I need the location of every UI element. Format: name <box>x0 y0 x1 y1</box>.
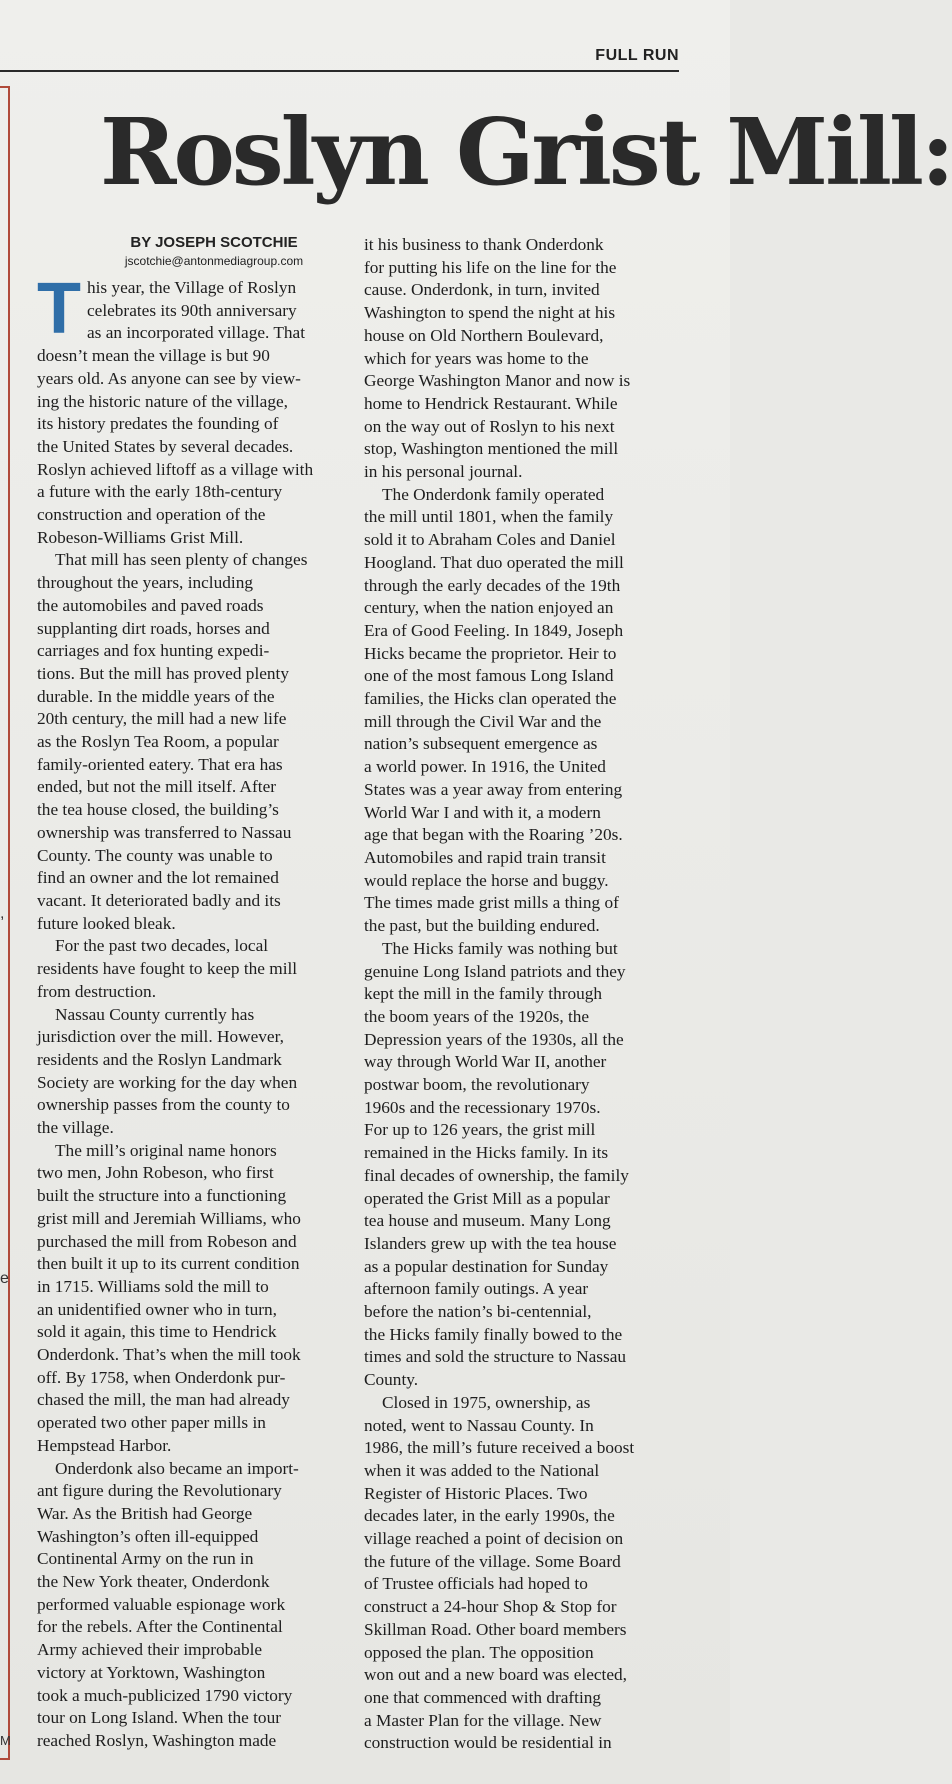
text-line: two men, John Robeson, who first <box>37 1163 274 1183</box>
text-line: its history predates the founding of <box>37 414 279 434</box>
text-line: Society are working for the day when <box>37 1072 298 1092</box>
paragraph <box>364 484 686 938</box>
text-line: the United States by several decades. <box>37 436 294 456</box>
text-line: families, the Hicks clan operated the <box>364 689 617 709</box>
text-line: The mill’s original name honors <box>55 1140 277 1160</box>
text-line: Onderdonk also became an import- <box>55 1458 299 1478</box>
adjacent-text-fragment: M <box>0 1733 11 1748</box>
text-line: ownership was transferred to Nassau <box>37 822 292 842</box>
text-line: 20th century, the mill had a new life <box>37 709 287 729</box>
text-line: residents have fought to keep the mill <box>37 959 298 979</box>
text-line: States was a year away from entering <box>364 779 623 799</box>
adjacent-text-fragment: , <box>0 905 5 922</box>
text-line: County. The county was unable to <box>37 845 273 865</box>
text-line: construct a 24-hour Shop & Stop for <box>364 1597 617 1617</box>
text-line: stop, Washington mentioned the mill <box>364 439 619 459</box>
text-line: through the early decades of the 19th <box>364 575 621 595</box>
paragraph <box>364 234 686 484</box>
text-line: before the nation’s bi-centennial, <box>364 1302 592 1322</box>
text-line: construction would be residential in <box>364 1733 612 1753</box>
text-line: throughout the years, including <box>37 573 253 593</box>
text-line: would replace the horse and buggy. <box>364 870 609 890</box>
text-line: in 1715. Williams sold the mill to <box>37 1276 269 1296</box>
author-email: jscotchie@antonmediagroup.com <box>124 254 304 268</box>
text-line: World War I and with it, a modern <box>364 802 601 822</box>
text-line: tions. But the mill has proved plenty <box>37 663 289 683</box>
text-line: nation’s subsequent emergence as <box>364 734 598 754</box>
paragraph <box>37 269 341 549</box>
text-line: Army achieved their improbable <box>37 1640 263 1660</box>
text-line: century, when the nation enjoyed an <box>364 598 614 618</box>
text-line: the tea house closed, the building’s <box>37 800 279 820</box>
text-line: Continental Army on the run in <box>37 1549 254 1569</box>
text-line: doesn’t mean the village is but 90 <box>37 346 270 366</box>
text-line: from destruction. <box>37 981 157 1001</box>
text-line: an unidentified owner who in turn, <box>37 1299 277 1319</box>
text-line: the Hicks family finally bowed to the <box>364 1324 623 1344</box>
paragraph <box>364 1392 686 1755</box>
paragraph <box>364 938 686 1392</box>
text-line: village reached a point of decision on <box>364 1529 624 1549</box>
article-column-right <box>364 234 686 1755</box>
text-line: For up to 126 years, the grist mill <box>364 1120 596 1140</box>
text-line: Islanders grew up with the tea house <box>364 1233 617 1253</box>
text-line: carriages and fox hunting expedi- <box>37 641 270 661</box>
text-line: the New York theater, Onderdonk <box>37 1572 270 1592</box>
section-label: FULL RUN <box>595 47 679 64</box>
text-line: the village. <box>37 1118 114 1138</box>
text-line: Era of Good Feeling. In 1849, Joseph <box>364 620 624 640</box>
text-line: mill through the Civil War and the <box>364 711 602 731</box>
text-line: way through World War II, another <box>364 1052 607 1072</box>
text-line: won out and a new board was elected, <box>364 1665 627 1685</box>
text-line: decades later, in the early 1990s, the <box>364 1506 615 1526</box>
text-line: the future of the village. Some Board <box>364 1551 621 1571</box>
text-line: in his personal journal. <box>364 462 523 482</box>
text-line: tour on Long Island. When the tour <box>37 1708 281 1728</box>
text-line: War. As the British had George <box>37 1503 253 1523</box>
text-line: then built it up to its current condition <box>37 1254 300 1274</box>
text-line: home to Hendrick Restaurant. While <box>364 393 618 413</box>
text-line: postwar boom, the revolutionary <box>364 1075 590 1095</box>
text-line: sold it again, this time to Hendrick <box>37 1322 277 1342</box>
text-line: The times made grist mills a thing of <box>364 893 619 913</box>
article-column-left <box>37 269 341 1753</box>
text-line: 1986, the mill’s future received a boost <box>364 1438 635 1458</box>
byline: BY JOSEPH SCOTCHIE <box>130 234 298 251</box>
text-line: Washington to spend the night at his <box>364 303 616 323</box>
text-line: took a much-publicized 1790 victory <box>37 1685 293 1705</box>
text-line: as the Roslyn Tea Room, a popular <box>37 732 279 752</box>
text-line: the automobiles and paved roads <box>37 595 264 615</box>
text-line: operated two other paper mills in <box>37 1413 266 1433</box>
text-line: ing the historic nature of the village, <box>37 391 288 411</box>
text-line: reached Roslyn, Washington made <box>37 1731 277 1750</box>
text-line: purchased the mill from Robeson and <box>37 1231 297 1251</box>
text-line: for the rebels. After the Continental <box>37 1617 283 1637</box>
text-line: Onderdonk. That’s when the mill took <box>37 1345 301 1365</box>
text-line: sold it to Abraham Coles and Daniel <box>364 530 616 550</box>
text-line: County. <box>364 1370 419 1390</box>
paragraph <box>37 1458 341 1753</box>
text-line: operated the Grist Mill as a popular <box>364 1188 610 1208</box>
text-line: That mill has seen plenty of changes <box>55 550 308 570</box>
text-line: a future with the early 18th-century <box>37 482 283 502</box>
text-line: Hempstead Harbor. <box>37 1435 172 1455</box>
text-line: remained in the Hicks family. In its <box>364 1143 609 1163</box>
text-line: find an owner and the lot remained <box>37 868 279 888</box>
text-line: of Trustee officials had hoped to <box>364 1574 588 1594</box>
text-line: residents and the Roslyn Landmark <box>37 1049 282 1069</box>
text-line: for putting his life on the line for the <box>364 257 617 277</box>
text-line: years old. As anyone can see by view- <box>37 368 301 388</box>
text-line: construction and operation of the <box>37 505 266 525</box>
text-line: afternoon family outings. A year <box>364 1279 589 1299</box>
text-line: George Washington Manor and now is <box>364 371 631 391</box>
text-line: times and sold the structure to Nassau <box>364 1347 627 1367</box>
text-line: house on Old Northern Boulevard, <box>364 325 604 345</box>
text-line: Robeson-Williams Grist Mill. <box>37 527 244 547</box>
text-line: Hicks became the proprietor. Heir to <box>364 643 617 663</box>
text-line: Depression years of the 1930s, all the <box>364 1029 624 1049</box>
text-line: The Onderdonk family operated <box>382 484 605 504</box>
text-line: grist mill and Jeremiah Williams, who <box>37 1208 301 1228</box>
paragraph <box>37 1140 341 1458</box>
text-line: on the way out of Roslyn to his next <box>364 416 615 436</box>
adjacent-text-fragment: e <box>0 1270 9 1287</box>
text-line: the mill until 1801, when the family <box>364 507 614 527</box>
text-line: vacant. It deteriorated badly and its <box>37 890 281 910</box>
headline: Roslyn Grist Mill: <box>100 98 952 206</box>
text-line: Register of Historic Places. Two <box>364 1483 588 1503</box>
text-line: ended, but not the mill itself. After <box>37 777 277 797</box>
text-line: as an incorporated village. That <box>86 323 305 343</box>
text-line: celebrates its 90th anniversary <box>86 300 297 320</box>
text-line: chased the mill, the man had already <box>37 1390 290 1410</box>
text-line: final decades of ownership, the family <box>364 1165 629 1185</box>
text-line: kept the mill in the family through <box>364 984 603 1004</box>
text-line: the boom years of the 1920s, the <box>364 1006 590 1026</box>
text-line: cause. Onderdonk, in turn, invited <box>364 280 600 300</box>
text-line: his year, the Village of Roslyn <box>86 278 297 297</box>
text-line: one of the most famous Long Island <box>364 666 614 686</box>
text-line: noted, went to Nassau County. In <box>364 1415 594 1435</box>
text-line: the past, but the building endured. <box>364 916 600 936</box>
text-line: built the structure into a functioning <box>37 1186 287 1206</box>
text-line: ownership passes from the county to <box>37 1095 290 1115</box>
text-line: a world power. In 1916, the United <box>364 757 606 777</box>
text-line: jurisdiction over the mill. However, <box>37 1027 284 1047</box>
text-line: Nassau County currently has <box>55 1004 255 1024</box>
text-line: opposed the plan. The opposition <box>364 1642 594 1662</box>
text-line: future looked bleak. <box>37 913 176 933</box>
text-line: a Master Plan for the village. New <box>364 1710 602 1730</box>
text-line: durable. In the middle years of the <box>37 686 275 706</box>
text-line: genuine Long Island patriots and they <box>364 961 626 981</box>
text-line: supplanting dirt roads, horses and <box>37 618 270 638</box>
paragraph <box>37 1004 341 1140</box>
drop-cap: T <box>37 269 81 349</box>
adjacent-article-border <box>0 86 10 1760</box>
text-line: when it was added to the National <box>364 1460 600 1480</box>
text-line: tea house and museum. Many Long <box>364 1211 611 1231</box>
text-line: Closed in 1975, ownership, as <box>382 1392 591 1412</box>
text-line: age that began with the Roaring ’20s. <box>364 825 623 845</box>
text-line: ant figure during the Revolutionary <box>37 1481 282 1501</box>
header-rule <box>0 70 679 72</box>
text-line: family-oriented eatery. That era has <box>37 754 283 774</box>
text-line: The Hicks family was nothing but <box>382 938 618 958</box>
text-line: one that commenced with drafting <box>364 1688 602 1707</box>
text-line: off. By 1758, when Onderdonk pur- <box>37 1367 286 1387</box>
paragraph <box>37 935 341 1003</box>
text-line: performed valuable espionage work <box>37 1594 286 1614</box>
text-line: Washington’s often ill-equipped <box>37 1526 259 1546</box>
text-line: 1960s and the recessionary 1970s. <box>364 1097 601 1117</box>
text-line: Automobiles and rapid train transit <box>364 847 606 867</box>
text-line: victory at Yorktown, Washington <box>37 1662 266 1682</box>
text-line: as a popular destination for Sunday <box>364 1256 609 1276</box>
paragraph <box>37 549 341 935</box>
text-line: which for years was home to the <box>364 348 589 368</box>
text-line: For the past two decades, local <box>55 936 269 956</box>
text-line: Roslyn achieved liftoff as a village with <box>37 459 314 479</box>
text-line: it his business to thank Onderdonk <box>364 235 604 254</box>
text-line: Hoogland. That duo operated the mill <box>364 552 624 572</box>
text-line: Skillman Road. Other board members <box>364 1619 627 1639</box>
